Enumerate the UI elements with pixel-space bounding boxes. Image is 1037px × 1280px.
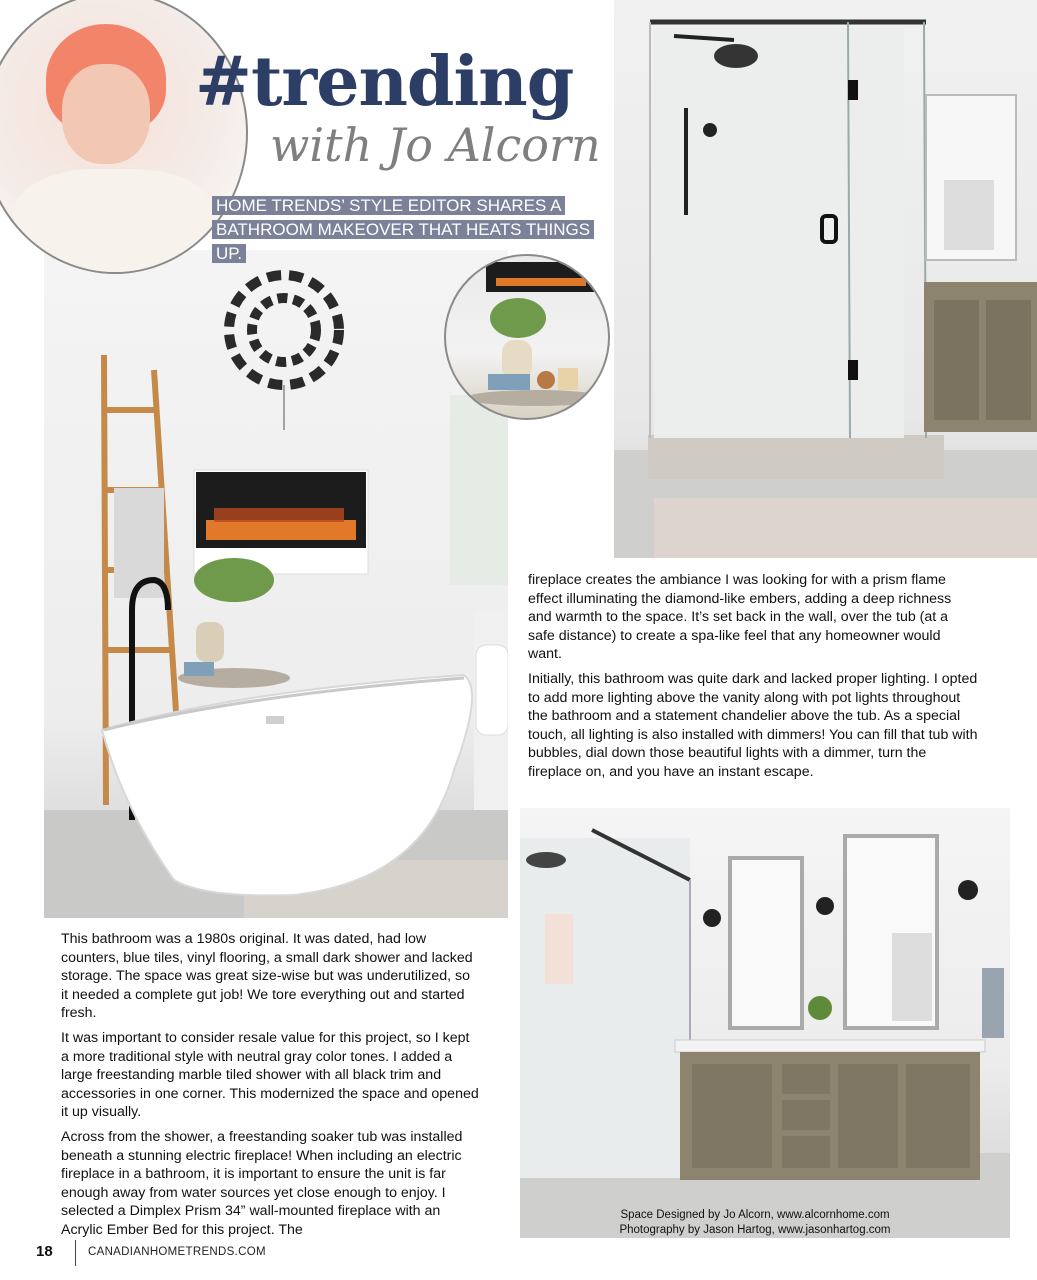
photo-vanity — [520, 808, 1010, 1238]
paragraph: fireplace creates the ambiance I was looking for with a prism flame effect illuminating the diamond-like embers, adding a deep richness and warmth to the space. It’s set back in the wall, over the tub (at a safe distance) to create a spa-like feel that any homeowner would want. — [528, 572, 952, 663]
paragraph: This bathroom was a 1980s original. It was dated, had low counters, blue tiles, vinyl flooring, a small dark shower and lacked storage. The space was great size-wise but was underutilized, so it needed a complete gut job! We tore everything out and started fresh. — [61, 931, 473, 1022]
deck — [212, 194, 614, 266]
article-column-left — [61, 930, 481, 1246]
vanity-scene — [520, 808, 1010, 1238]
deck-text: HOME TRENDS’ STYLE EDITOR SHARES A BATHROOM MAKEOVER THAT HEATS THINGS UP. — [212, 196, 594, 263]
double-vanity-cabinet — [675, 1040, 985, 1180]
chandelier — [229, 275, 339, 430]
article-column-right — [528, 571, 978, 788]
paragraph: It was important to consider resale value for this project, so I kept a more traditional style with neutral gray color tones. I added a large freestanding marble tiled shower with all black trim and accessories in one corner. This modernized the space and opened it up visually. — [61, 1029, 479, 1121]
mirrors — [730, 836, 937, 1028]
electric-fireplace — [194, 470, 368, 574]
column-byline: with Jo Alcorn — [270, 118, 601, 172]
page-number: 18 — [36, 1243, 53, 1260]
shower-scene — [614, 0, 1037, 558]
column-title: #trending — [195, 42, 574, 122]
photo-shower — [614, 0, 1037, 558]
vanity-right — [924, 95, 1037, 432]
photo-credit — [530, 1208, 980, 1238]
side-table-plant — [178, 558, 290, 688]
inset-scene — [446, 256, 608, 418]
credit-design: Space Designed by Jo Alcorn, www.alcornhome.com — [620, 1209, 890, 1221]
paragraph: Initially, this bathroom was quite dark and lacked proper lighting. I opted to add more lighting above the vanity along with pot lights throughout the bathroom and a statement chandelier above the tub. As a special touch, all lighting is also installed with dimmers! You can fill that tub with bubbles, dial down those beautiful lights with a dimmer, turn the fireplace on, and you have an instant escape. — [528, 670, 978, 780]
tub-scene — [44, 250, 508, 918]
wall-art — [450, 395, 508, 585]
credit-photography: Photography by Jason Hartog, www.jasonhartog.com — [619, 1224, 891, 1236]
paragraph: Across from the shower, a freestanding soaker tub was installed beneath a stunning electric fireplace! When including an electric fireplace in a bathroom, it is important to ensure the unit is far enough away from water sources yet close enough to enjoy. I selected a Dimplex Prism 34” wall-mounted fireplace with an Acrylic Ember Bed for this project. The — [61, 1128, 463, 1238]
footer-divider — [75, 1240, 76, 1266]
footer-website: CANADIANHOMETRENDS.COM — [88, 1246, 266, 1258]
inset-detail-photo — [444, 254, 610, 420]
photo-tub-fireplace — [44, 250, 508, 918]
